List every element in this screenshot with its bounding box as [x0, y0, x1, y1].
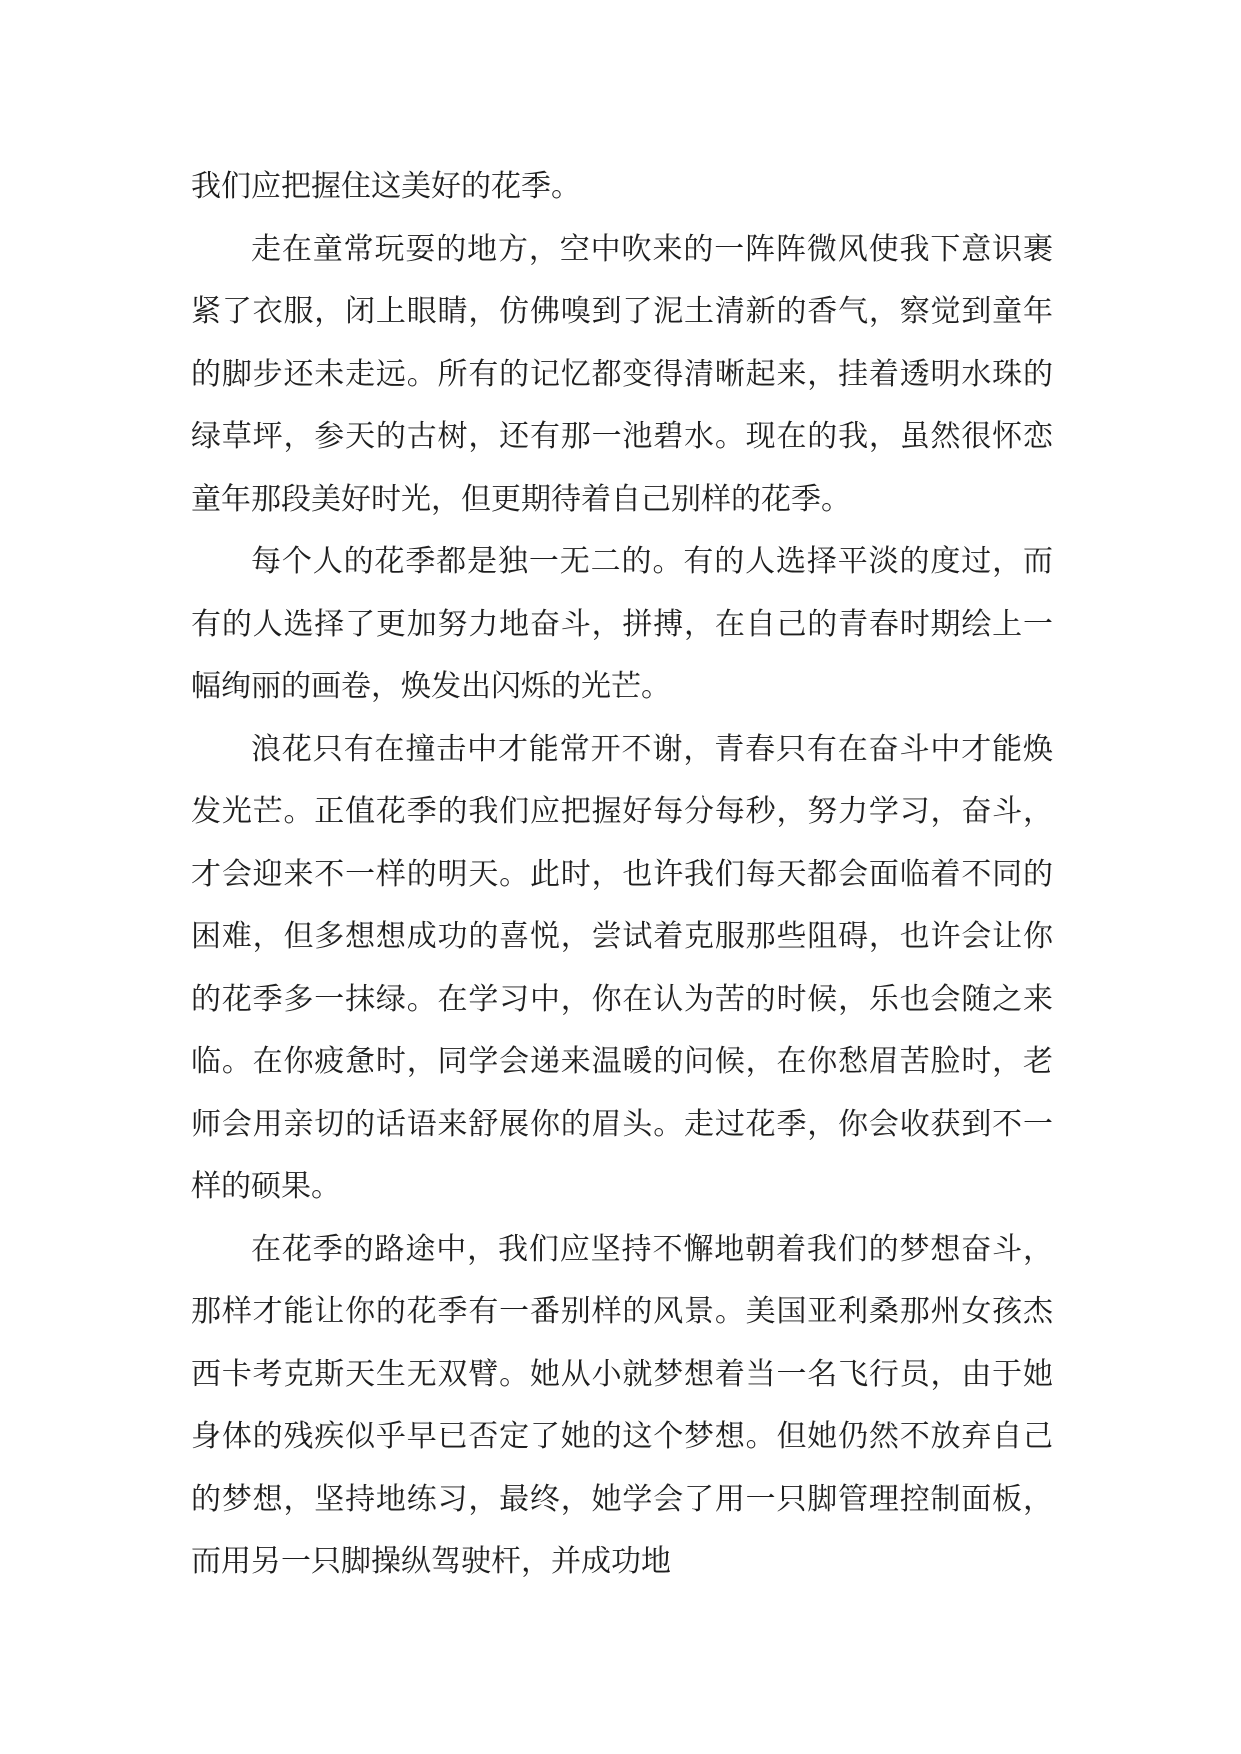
- body-text: [191, 156, 1053, 1594]
- paragraph-3: 每个人的花季都是独一无二的。有的人选择平淡的度过，而有的人选择了更加努力地奋斗，拼搏，在自己的青春时期绘上一幅绚丽的画卷，焕发出闪烁的光芒。: [191, 544, 1053, 704]
- paragraph-1: 我们应把握住这美好的花季。: [191, 169, 581, 204]
- paragraph-4: 浪花只有在撞击中才能常开不谢，青春只有在奋斗中才能焕发光芒。正值花季的我们应把握好每分每秒，努力学习，奋斗，才会迎来不一样的明天。此时，也许我们每天都会面临着不同的困难，但多想想成功的喜悦，尝试着克服那些阻碍，也许会让你的花季多一抹绿。在学习中，你在认为苦的时候，乐也会随之来临。在你疲惫时，同学会递来温暖的问候，在你愁眉苦脸时，老师会用亲切的话语来舒展你的眉头。走过花季，你会收获到不一样的硕果。: [191, 731, 1053, 1204]
- paragraph-2: 走在童常玩耍的地方，空中吹来的一阵阵微风使我下意识裹紧了衣服，闭上眼睛，仿佛嗅到了泥土清新的香气，察觉到童年的脚步还未走远。所有的记忆都变得清晰起来，挂着透明水珠的绿草坪，参天的古树，还有那一池碧水。现在的我，虽然很怀恋童年那段美好时光，但更期待着自己别样的花季。: [191, 231, 1053, 517]
- paragraph-5: 在花季的路途中，我们应坚持不懈地朝着我们的梦想奋斗，那样才能让你的花季有一番别样的风景。美国亚利桑那州女孩杰西卡考克斯天生无双臂。她从小就梦想着当一名飞行员，由于她身体的残疾似乎早已否定了她的这个梦想。但她仍然不放弃自己的梦想，坚持地练习，最终，她学会了用一只脚管理控制面板，而用另一只脚操纵驾驶杆，并成功地: [191, 1231, 1053, 1579]
